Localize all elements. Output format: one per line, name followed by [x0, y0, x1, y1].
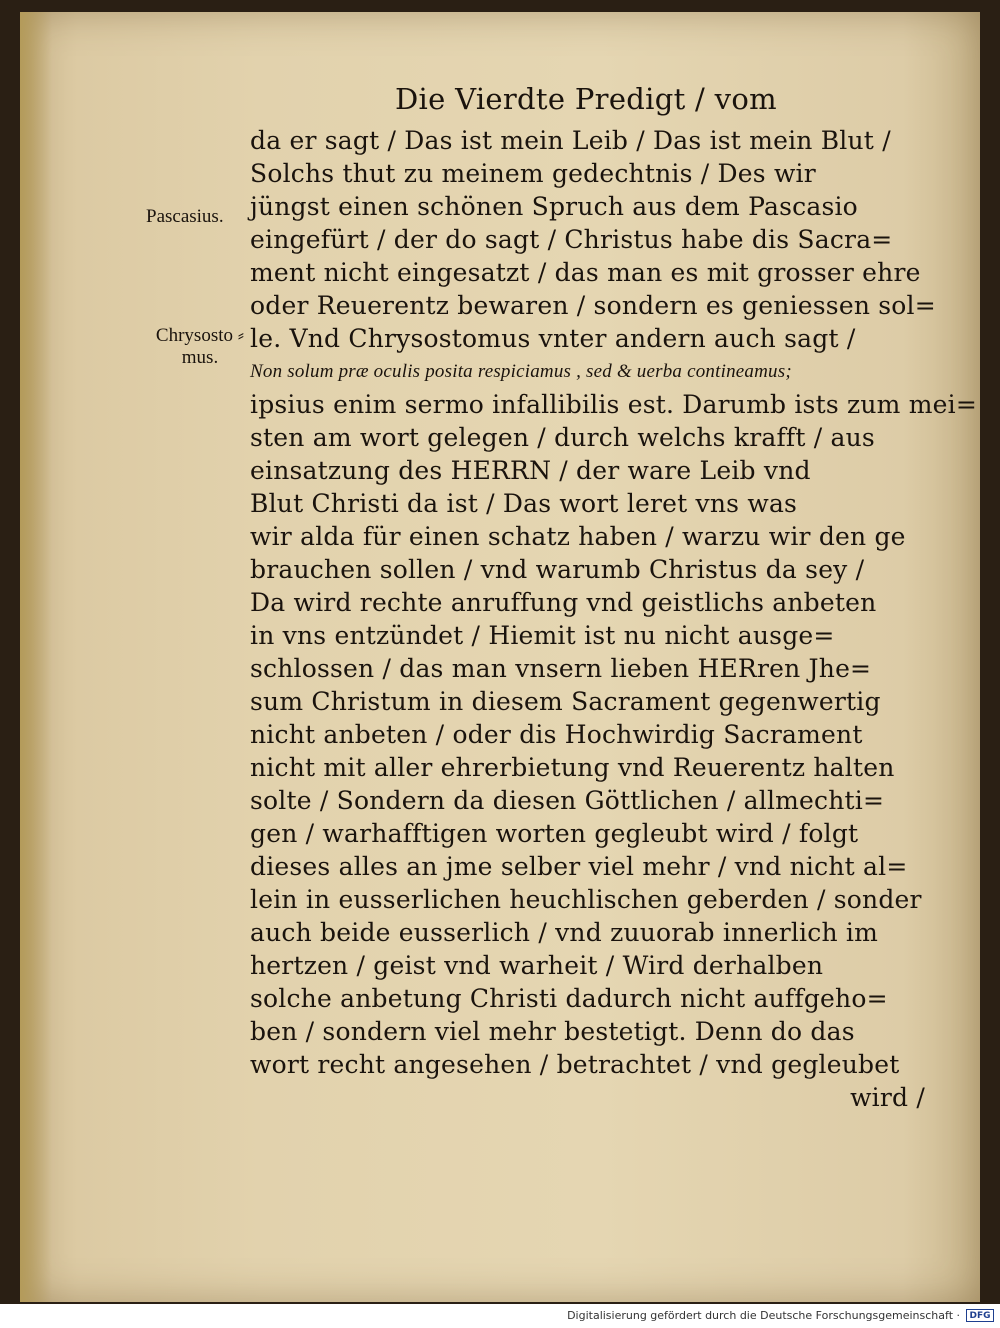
text-line: da er sagt / Das ist mein Leib / Das ist mein Blut / [250, 126, 891, 155]
dfg-logo-icon: DFG [966, 1309, 994, 1322]
text-line: wir alda für einen schatz haben / warzu wir den ge [250, 522, 906, 551]
text-line: wort recht angesehen / betrachtet / vnd gegleubet [250, 1050, 900, 1079]
margin-note-pascasius: Pascasius. [146, 206, 224, 227]
text-line: Da wird rechte anruffung vnd geistlichs anbeten [250, 588, 877, 617]
text-line: dieses alles an jme selber viel mehr / vnd nicht al= [250, 852, 908, 881]
text-line: gen / warhafftigen worten gegleubt wird / folgt [250, 819, 859, 848]
text-line: solte / Sondern da diesen Göttlichen / allmechti= [250, 786, 885, 815]
margin-note-chrysostomus [144, 325, 256, 369]
text-line: nicht mit aller ehrerbietung vnd Reuerentz halten [250, 753, 895, 782]
text-line: sum Christum in diesem Sacrament gegenwertig [250, 687, 881, 716]
sermon-text-block [250, 124, 977, 1114]
text-line: ment nicht eingesatzt / das man es mit grosser ehre [250, 258, 921, 287]
running-title: Die Vierdte Predigt / vom [395, 82, 777, 116]
text-line: eingefürt / der do sagt / Christus habe dis Sacra= [250, 225, 893, 254]
text-line: oder Reuerentz bewaren / sondern es geniessen sol= [250, 291, 936, 320]
margin-note-chrysostomus-line2: mus. [181, 347, 219, 368]
footer-bar [0, 1304, 1000, 1328]
text-line: in vns entzündet / Hiemit ist nu nicht ausge= [250, 621, 835, 650]
text-line: schlossen / das man vnsern lieben HERren Jhe= [250, 654, 872, 683]
catchword: wird / [850, 1083, 925, 1112]
text-line: sten am wort gelegen / durch welchs krafft / aus [250, 423, 875, 452]
text-line: jüngst einen schönen Spruch aus dem Pascasio [250, 192, 858, 221]
text-line: Solchs thut zu meinem gedechtnis / Des wir [250, 159, 816, 188]
text-line: le. Vnd Chrysostomus vnter andern auch sagt / [250, 324, 856, 353]
latin-quote-line: Non solum præ oculis posita respiciamus , sed & uerba contineamus; [250, 361, 792, 382]
text-line: lein in eusserlichen heuchlischen geberden / sonder [250, 885, 922, 914]
text-line: brauchen sollen / vnd warumb Christus da sey / [250, 555, 865, 584]
text-line: hertzen / geist vnd warheit / Wird derhalben [250, 951, 824, 980]
text-line: Blut Christi da ist / Das wort leret vns was [250, 489, 798, 518]
margin-note-chrysostomus-line1: Chrysosto ⸗ [155, 325, 245, 346]
text-line: nicht anbeten / oder dis Hochwirdig Sacrament [250, 720, 863, 749]
text-line: ipsius enim sermo infallibilis est. Darumb ists zum mei= [250, 390, 977, 419]
book-page [20, 12, 980, 1302]
funding-credit: Digitalisierung gefördert durch die Deutsche Forschungsgemeinschaft · [567, 1309, 960, 1322]
text-line: solche anbetung Christi dadurch nicht auffgeho= [250, 984, 888, 1013]
text-line: ben / sondern viel mehr bestetigt. Denn do das [250, 1017, 855, 1046]
text-line: einsatzung des HERRN / der ware Leib vnd [250, 456, 811, 485]
text-line: auch beide eusserlich / vnd zuuorab innerlich im [250, 918, 878, 947]
